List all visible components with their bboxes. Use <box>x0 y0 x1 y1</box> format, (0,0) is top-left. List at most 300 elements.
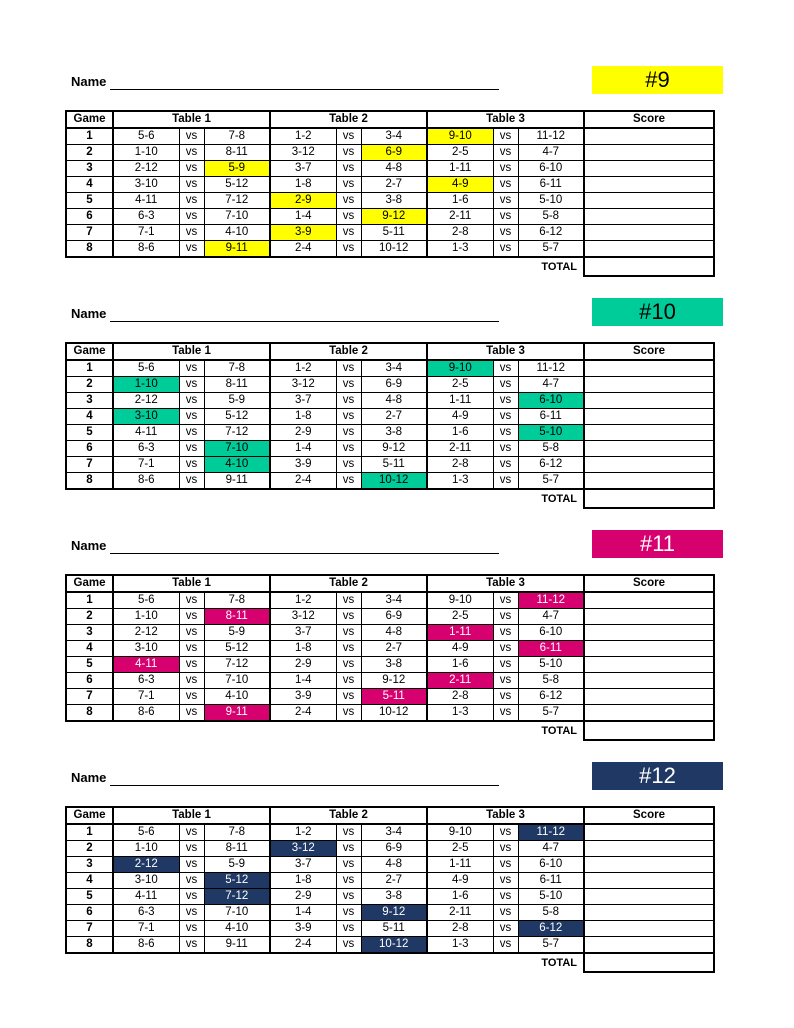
vs-label: vs <box>493 824 518 841</box>
matchup-team: 9-12 <box>361 905 427 921</box>
matchup-team: 4-11 <box>113 425 179 441</box>
matchup-team: 2-7 <box>361 873 427 889</box>
matchup-team: 2-8 <box>427 921 493 937</box>
matchup-team: 2-8 <box>427 689 493 705</box>
vs-label: vs <box>179 905 204 921</box>
header-row <box>66 111 714 128</box>
game-row <box>66 905 714 921</box>
matchup-team: 6-11 <box>518 177 584 193</box>
total-label: TOTAL <box>541 492 577 505</box>
schedule-sheet <box>0 298 794 530</box>
total-row <box>66 489 714 508</box>
name-field-line[interactable] <box>110 321 499 322</box>
table-3-header: Table 3 <box>427 343 584 360</box>
matchup-team: 3-7 <box>270 161 336 177</box>
total-row <box>66 721 714 740</box>
game-row <box>66 128 714 145</box>
matchup-team: 1-6 <box>427 425 493 441</box>
vs-label: vs <box>179 425 204 441</box>
matchup-team: 5-10 <box>518 889 584 905</box>
table-3-header: Table 3 <box>427 807 584 824</box>
score-cell[interactable] <box>584 889 714 905</box>
vs-label: vs <box>336 409 361 425</box>
game-row <box>66 241 714 258</box>
vs-label: vs <box>493 705 518 722</box>
total-label: TOTAL <box>541 956 577 969</box>
game-number: 5 <box>66 657 113 673</box>
matchup-team: 5-10 <box>518 425 584 441</box>
matchup-team: 3-7 <box>270 857 336 873</box>
game-number: 8 <box>66 473 113 490</box>
score-cell[interactable] <box>584 441 714 457</box>
matchup-team: 1-3 <box>427 705 493 722</box>
game-number: 1 <box>66 360 113 377</box>
matchup-team: 3-8 <box>361 657 427 673</box>
vs-label: vs <box>493 393 518 409</box>
matchup-team: 5-6 <box>113 824 179 841</box>
name-label: Name <box>71 770 107 785</box>
matchup-team: 5-9 <box>204 161 270 177</box>
score-cell[interactable] <box>584 425 714 441</box>
matchup-team: 1-6 <box>427 889 493 905</box>
matchup-team: 7-12 <box>204 889 270 905</box>
game-number: 1 <box>66 128 113 145</box>
schedule-table <box>65 342 715 509</box>
total-score-box[interactable] <box>584 721 714 740</box>
matchup-team: 10-12 <box>361 241 427 258</box>
matchup-team: 5-8 <box>518 209 584 225</box>
matchup-team: 2-9 <box>270 889 336 905</box>
vs-label: vs <box>336 193 361 209</box>
game-number: 2 <box>66 609 113 625</box>
table-2-header: Table 2 <box>270 343 427 360</box>
matchup-team: 10-12 <box>361 705 427 722</box>
matchup-team: 9-11 <box>204 937 270 954</box>
vs-label: vs <box>336 905 361 921</box>
matchup-team: 6-3 <box>113 673 179 689</box>
score-cell[interactable] <box>584 641 714 657</box>
matchup-team: 2-5 <box>427 145 493 161</box>
score-cell[interactable] <box>584 657 714 673</box>
score-cell[interactable] <box>584 241 714 258</box>
score-cell[interactable] <box>584 409 714 425</box>
score-cell[interactable] <box>584 225 714 241</box>
vs-label: vs <box>336 225 361 241</box>
matchup-team: 5-7 <box>518 937 584 954</box>
table-2-header: Table 2 <box>270 807 427 824</box>
matchup-team: 4-11 <box>113 657 179 673</box>
matchup-team: 1-8 <box>270 873 336 889</box>
matchup-team: 1-2 <box>270 592 336 609</box>
score-cell[interactable] <box>584 145 714 161</box>
matchup-team: 5-8 <box>518 673 584 689</box>
matchup-team: 1-4 <box>270 905 336 921</box>
vs-label: vs <box>493 657 518 673</box>
game-number: 1 <box>66 824 113 841</box>
game-number: 7 <box>66 689 113 705</box>
matchup-team: 2-8 <box>427 457 493 473</box>
vs-label: vs <box>493 193 518 209</box>
vs-label: vs <box>179 360 204 377</box>
matchup-team: 8-6 <box>113 241 179 258</box>
vs-label: vs <box>179 193 204 209</box>
score-cell[interactable] <box>584 609 714 625</box>
score-cell[interactable] <box>584 905 714 921</box>
score-cell[interactable] <box>584 857 714 873</box>
matchup-team: 5-8 <box>518 905 584 921</box>
score-cell[interactable] <box>584 128 714 145</box>
matchup-team: 2-11 <box>427 905 493 921</box>
score-cell[interactable] <box>584 473 714 490</box>
score-cell[interactable] <box>584 377 714 393</box>
vs-label: vs <box>179 457 204 473</box>
table-1-header: Table 1 <box>113 575 270 592</box>
matchup-team: 5-7 <box>518 473 584 490</box>
matchup-team: 6-3 <box>113 905 179 921</box>
matchup-team: 2-7 <box>361 409 427 425</box>
matchup-team: 2-4 <box>270 937 336 954</box>
matchup-team: 5-7 <box>518 241 584 258</box>
matchup-team: 9-12 <box>361 209 427 225</box>
header-row <box>66 343 714 360</box>
game-row <box>66 889 714 905</box>
vs-label: vs <box>336 689 361 705</box>
matchup-team: 7-8 <box>204 824 270 841</box>
vs-label: vs <box>179 625 204 641</box>
game-number: 3 <box>66 161 113 177</box>
matchup-team: 10-12 <box>361 937 427 954</box>
table-1-header: Table 1 <box>113 111 270 128</box>
matchup-team: 9-10 <box>427 128 493 145</box>
matchup-team: 5-8 <box>518 441 584 457</box>
matchup-team: 2-7 <box>361 641 427 657</box>
matchup-team: 3-12 <box>270 145 336 161</box>
matchup-team: 3-12 <box>270 377 336 393</box>
vs-label: vs <box>179 641 204 657</box>
table-2-header: Table 2 <box>270 575 427 592</box>
matchup-team: 9-11 <box>204 473 270 490</box>
matchup-team: 1-4 <box>270 673 336 689</box>
matchup-team: 7-1 <box>113 457 179 473</box>
score-cell[interactable] <box>584 873 714 889</box>
game-row <box>66 441 714 457</box>
vs-label: vs <box>336 128 361 145</box>
matchup-team: 1-11 <box>427 393 493 409</box>
vs-label: vs <box>336 873 361 889</box>
matchup-team: 1-3 <box>427 937 493 954</box>
vs-label: vs <box>179 409 204 425</box>
matchup-team: 6-10 <box>518 393 584 409</box>
game-number: 6 <box>66 209 113 225</box>
matchup-team: 4-10 <box>204 225 270 241</box>
game-number: 8 <box>66 937 113 954</box>
matchup-team: 4-7 <box>518 145 584 161</box>
matchup-team: 9-12 <box>361 673 427 689</box>
score-column-header: Score <box>584 343 714 360</box>
matchup-team: 4-8 <box>361 393 427 409</box>
name-field-line[interactable] <box>110 89 499 90</box>
name-field-line[interactable] <box>110 785 499 786</box>
matchup-team: 8-11 <box>204 377 270 393</box>
matchup-team: 5-10 <box>518 193 584 209</box>
game-row <box>66 161 714 177</box>
vs-label: vs <box>179 209 204 225</box>
matchup-team: 1-8 <box>270 641 336 657</box>
game-column-header: Game <box>66 111 113 128</box>
schedule-table <box>65 806 715 973</box>
game-row <box>66 689 714 705</box>
matchup-team: 7-12 <box>204 657 270 673</box>
matchup-team: 5-11 <box>361 225 427 241</box>
vs-label: vs <box>179 161 204 177</box>
game-number: 4 <box>66 641 113 657</box>
game-row <box>66 625 714 641</box>
game-number: 5 <box>66 889 113 905</box>
game-number: 6 <box>66 905 113 921</box>
matchup-team: 2-12 <box>113 393 179 409</box>
vs-label: vs <box>493 689 518 705</box>
matchup-team: 3-8 <box>361 425 427 441</box>
matchup-team: 2-9 <box>270 193 336 209</box>
matchup-team: 4-9 <box>427 177 493 193</box>
game-row <box>66 145 714 161</box>
game-row <box>66 225 714 241</box>
vs-label: vs <box>179 873 204 889</box>
matchup-team: 7-1 <box>113 921 179 937</box>
matchup-team: 3-7 <box>270 393 336 409</box>
vs-label: vs <box>336 841 361 857</box>
score-cell[interactable] <box>584 921 714 937</box>
matchup-team: 11-12 <box>518 824 584 841</box>
matchup-team: 5-6 <box>113 592 179 609</box>
total-row <box>66 257 714 276</box>
matchup-team: 6-9 <box>361 145 427 161</box>
score-cell[interactable] <box>584 209 714 225</box>
score-cell[interactable] <box>584 705 714 722</box>
score-cell[interactable] <box>584 841 714 857</box>
matchup-team: 6-12 <box>518 225 584 241</box>
name-field-line[interactable] <box>110 553 499 554</box>
vs-label: vs <box>493 225 518 241</box>
game-number: 3 <box>66 625 113 641</box>
matchup-team: 8-11 <box>204 609 270 625</box>
matchup-team: 2-4 <box>270 705 336 722</box>
game-number: 3 <box>66 857 113 873</box>
vs-label: vs <box>493 161 518 177</box>
matchup-team: 3-10 <box>113 873 179 889</box>
game-number: 7 <box>66 457 113 473</box>
vs-label: vs <box>179 128 204 145</box>
game-number: 7 <box>66 921 113 937</box>
vs-label: vs <box>493 457 518 473</box>
matchup-team: 3-10 <box>113 409 179 425</box>
matchup-team: 9-10 <box>427 360 493 377</box>
matchup-team: 9-11 <box>204 705 270 722</box>
matchup-team: 6-12 <box>518 689 584 705</box>
matchup-team: 6-11 <box>518 641 584 657</box>
matchup-team: 4-9 <box>427 409 493 425</box>
matchup-team: 3-4 <box>361 360 427 377</box>
vs-label: vs <box>493 360 518 377</box>
matchup-team: 4-9 <box>427 641 493 657</box>
game-row <box>66 393 714 409</box>
matchup-team: 5-11 <box>361 457 427 473</box>
matchup-team: 3-8 <box>361 193 427 209</box>
matchup-team: 2-4 <box>270 473 336 490</box>
matchup-team: 1-2 <box>270 360 336 377</box>
vs-label: vs <box>336 641 361 657</box>
matchup-team: 4-11 <box>113 193 179 209</box>
matchup-team: 2-8 <box>427 225 493 241</box>
game-row <box>66 177 714 193</box>
game-row <box>66 360 714 377</box>
game-row <box>66 409 714 425</box>
name-label: Name <box>71 306 107 321</box>
vs-label: vs <box>336 824 361 841</box>
total-score-box[interactable] <box>584 953 714 972</box>
matchup-team: 1-4 <box>270 209 336 225</box>
vs-label: vs <box>179 673 204 689</box>
matchup-team: 1-2 <box>270 128 336 145</box>
matchup-team: 2-9 <box>270 657 336 673</box>
score-cell[interactable] <box>584 937 714 954</box>
vs-label: vs <box>493 145 518 161</box>
vs-label: vs <box>336 241 361 258</box>
vs-label: vs <box>493 592 518 609</box>
game-number: 5 <box>66 193 113 209</box>
vs-label: vs <box>336 937 361 954</box>
schedule-sheet <box>0 530 794 762</box>
score-cell[interactable] <box>584 161 714 177</box>
score-cell[interactable] <box>584 393 714 409</box>
matchup-team: 1-10 <box>113 841 179 857</box>
game-row <box>66 609 714 625</box>
matchup-team: 4-8 <box>361 625 427 641</box>
vs-label: vs <box>336 425 361 441</box>
game-row <box>66 425 714 441</box>
matchup-team: 1-3 <box>427 473 493 490</box>
vs-label: vs <box>336 161 361 177</box>
matchup-team: 7-10 <box>204 209 270 225</box>
matchup-team: 1-3 <box>427 241 493 258</box>
matchup-team: 9-10 <box>427 592 493 609</box>
game-row <box>66 841 714 857</box>
score-cell[interactable] <box>584 824 714 841</box>
score-column-header: Score <box>584 575 714 592</box>
vs-label: vs <box>493 441 518 457</box>
matchup-team: 6-11 <box>518 873 584 889</box>
matchup-team: 1-8 <box>270 409 336 425</box>
matchup-team: 10-12 <box>361 473 427 490</box>
matchup-team: 3-12 <box>270 609 336 625</box>
matchup-team: 5-12 <box>204 641 270 657</box>
score-cell[interactable] <box>584 625 714 641</box>
matchup-team: 7-12 <box>204 193 270 209</box>
matchup-team: 2-12 <box>113 625 179 641</box>
matchup-team: 5-6 <box>113 360 179 377</box>
total-label: TOTAL <box>541 260 577 273</box>
vs-label: vs <box>336 377 361 393</box>
matchup-team: 4-9 <box>427 873 493 889</box>
score-cell[interactable] <box>584 689 714 705</box>
vs-label: vs <box>336 657 361 673</box>
score-cell[interactable] <box>584 360 714 377</box>
matchup-team: 5-7 <box>518 705 584 722</box>
game-number: 2 <box>66 377 113 393</box>
matchup-team: 3-9 <box>270 225 336 241</box>
matchup-team: 1-11 <box>427 161 493 177</box>
matchup-team: 1-11 <box>427 625 493 641</box>
matchup-team: 2-9 <box>270 425 336 441</box>
vs-label: vs <box>493 377 518 393</box>
score-cell[interactable] <box>584 457 714 473</box>
vs-label: vs <box>179 921 204 937</box>
table-3-header: Table 3 <box>427 111 584 128</box>
vs-label: vs <box>179 824 204 841</box>
matchup-team: 6-3 <box>113 209 179 225</box>
game-row <box>66 937 714 954</box>
vs-label: vs <box>336 145 361 161</box>
vs-label: vs <box>493 673 518 689</box>
matchup-team: 8-11 <box>204 145 270 161</box>
score-cell[interactable] <box>584 193 714 209</box>
matchup-team: 1-10 <box>113 145 179 161</box>
matchup-team: 3-4 <box>361 592 427 609</box>
matchup-team: 2-11 <box>427 209 493 225</box>
matchup-team: 3-7 <box>270 625 336 641</box>
total-score-box[interactable] <box>584 489 714 508</box>
matchup-team: 1-11 <box>427 857 493 873</box>
matchup-team: 6-3 <box>113 441 179 457</box>
vs-label: vs <box>179 145 204 161</box>
matchup-team: 5-11 <box>361 689 427 705</box>
matchup-team: 11-12 <box>518 128 584 145</box>
vs-label: vs <box>336 921 361 937</box>
game-number: 4 <box>66 409 113 425</box>
table-2-header: Table 2 <box>270 111 427 128</box>
matchup-team: 3-9 <box>270 457 336 473</box>
matchup-team: 3-8 <box>361 889 427 905</box>
matchup-team: 4-7 <box>518 609 584 625</box>
score-cell[interactable] <box>584 177 714 193</box>
matchup-team: 5-12 <box>204 409 270 425</box>
matchup-team: 6-10 <box>518 857 584 873</box>
score-column-header: Score <box>584 111 714 128</box>
matchup-team: 9-11 <box>204 241 270 258</box>
game-number: 8 <box>66 705 113 722</box>
name-label: Name <box>71 74 107 89</box>
matchup-team: 1-4 <box>270 441 336 457</box>
game-number: 4 <box>66 177 113 193</box>
score-cell[interactable] <box>584 673 714 689</box>
matchup-team: 9-10 <box>427 824 493 841</box>
game-row <box>66 673 714 689</box>
score-cell[interactable] <box>584 592 714 609</box>
matchup-team: 1-10 <box>113 377 179 393</box>
matchup-team: 6-9 <box>361 609 427 625</box>
matchup-team: 7-8 <box>204 360 270 377</box>
game-number: 2 <box>66 145 113 161</box>
total-score-box[interactable] <box>584 257 714 276</box>
sheet-number-badge: #10 <box>592 298 723 326</box>
game-row <box>66 824 714 841</box>
vs-label: vs <box>336 441 361 457</box>
matchup-team: 6-9 <box>361 841 427 857</box>
vs-label: vs <box>336 592 361 609</box>
matchup-team: 7-1 <box>113 689 179 705</box>
vs-label: vs <box>493 409 518 425</box>
matchup-team: 5-12 <box>204 177 270 193</box>
